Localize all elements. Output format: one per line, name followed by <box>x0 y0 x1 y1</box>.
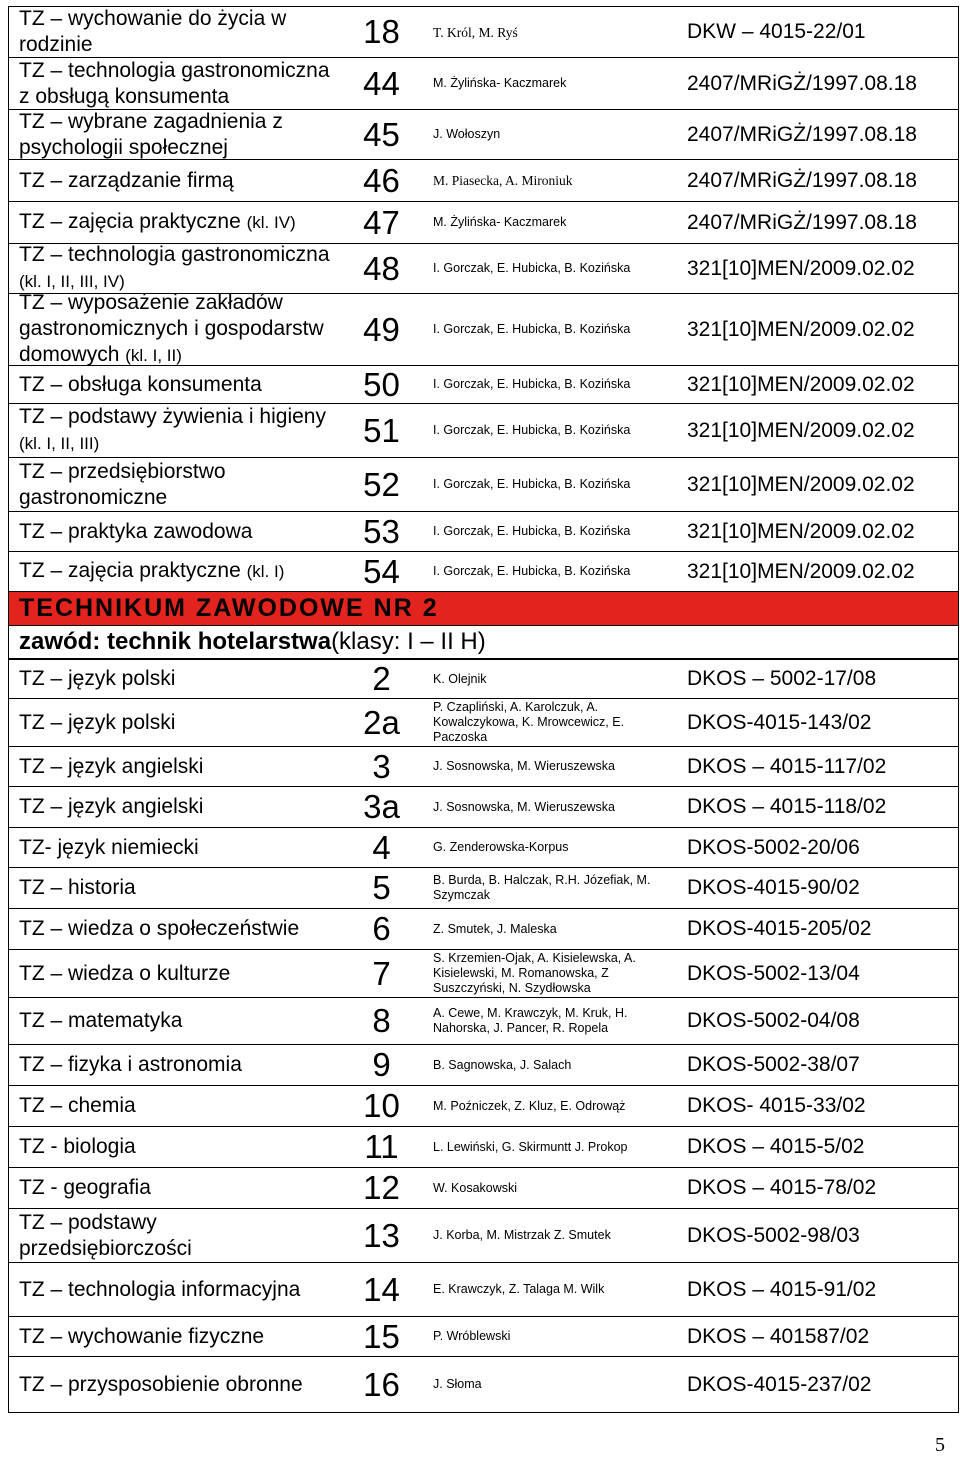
table-row <box>9 1263 958 1317</box>
subject-text: TZ – matematyka <box>19 1009 183 1032</box>
authors-cell: J. Sosnowska, M. Wieruszewska <box>433 759 615 773</box>
subject-cell <box>9 1093 334 1119</box>
approval-code: DKOS-5002-38/07 <box>687 1053 860 1076</box>
subject-cell <box>9 372 334 398</box>
authors-cell: K. Olejnik <box>433 671 487 686</box>
table-row <box>9 1209 958 1263</box>
approval-code: 2407/MRiGŻ/1997.08.18 <box>687 210 917 234</box>
authors-cell: B. Burda, B. Halczak, R.H. Józefiak, M. Szymczak <box>433 873 651 902</box>
subject-text: TZ – przedsiębiorstwo gastronomiczne <box>19 459 226 509</box>
authors-cell: I. Gorczak, E. Hubicka, B. Kozińska <box>433 322 631 336</box>
table-row <box>9 404 958 458</box>
textbook-number: 14 <box>363 1270 400 1308</box>
approval-code: DKW – 4015-22/01 <box>687 20 866 43</box>
approval-code: DKOS-4015-143/02 <box>687 710 872 734</box>
subject-cell <box>9 459 334 511</box>
approval-code: 321[10]MEN/2009.02.02 <box>687 559 915 583</box>
authors-cell: P. Czapliński, A. Karolczuk, A. Kowalczykowa, K. Mrowcewicz, E. Paczoska <box>433 700 625 744</box>
subject-classes: (kl. IV) <box>246 213 296 232</box>
subject-cell <box>9 290 334 369</box>
subject-text: TZ – wiedza o kulturze <box>19 961 231 985</box>
table-row <box>9 1086 958 1127</box>
subject-cell <box>9 209 334 236</box>
subject-text: TZ – język angielski <box>19 754 204 778</box>
table-row <box>9 1127 958 1168</box>
textbook-number: 7 <box>372 954 391 992</box>
table-row <box>9 512 958 552</box>
subject-cell <box>9 1052 334 1078</box>
approval-code: DKOS-4015-205/02 <box>687 917 872 940</box>
subject-text: TZ – język angielski <box>19 795 204 818</box>
subject-text: TZ – język polski <box>19 667 176 690</box>
subject-text: TZ – wiedza o społeczeństwie <box>19 917 300 940</box>
page-number: 5 <box>935 1434 945 1456</box>
approval-code: DKOS-5002-13/04 <box>687 961 860 985</box>
approval-code: 2407/MRiGŻ/1997.08.18 <box>687 71 917 95</box>
table-row <box>9 909 958 950</box>
top-rows <box>9 6 958 592</box>
approval-code: 2407/MRiGŻ/1997.08.18 <box>687 168 917 192</box>
table-row <box>9 291 958 366</box>
authors-cell: S. Krzemien-Ojak, A. Kisielewska, A. Kisielewski, M. Romanowska, Z Suszczyński, N. Szydłowska <box>433 951 636 995</box>
approval-code: DKOS-4015-237/02 <box>687 1372 872 1396</box>
subject-text: TZ – wybrane zagadnienia z psychologii społecznej <box>19 109 283 159</box>
authors-cell: I. Gorczak, E. Hubicka, B. Kozińska <box>433 524 631 538</box>
subject-cell <box>9 916 334 942</box>
textbook-number: 13 <box>363 1216 400 1254</box>
textbook-number: 10 <box>363 1087 400 1124</box>
subject-text: TZ – podstawy żywienia i higieny <box>19 405 326 428</box>
approval-code: DKOS – 4015-118/02 <box>687 795 887 818</box>
approval-code: 321[10]MEN/2009.02.02 <box>687 372 915 396</box>
subject-cell <box>9 1134 334 1160</box>
textbook-number: 48 <box>363 249 400 287</box>
authors-cell: A. Cewe, M. Krawczyk, M. Kruk, H. Nahorska, J. Pancer, R. Ropela <box>433 1006 628 1035</box>
occupation-line <box>9 626 958 659</box>
table-row <box>9 1317 958 1357</box>
approval-code: DKOS-5002-98/03 <box>687 1223 860 1247</box>
approval-code: DKOS – 401587/02 <box>687 1324 870 1348</box>
textbook-number: 9 <box>372 1046 391 1083</box>
authors-cell: T. Król, M. Ryś <box>433 24 518 40</box>
approval-code: 321[10]MEN/2009.02.02 <box>687 472 915 496</box>
subject-cell <box>9 519 334 545</box>
subject-cell <box>9 1175 334 1201</box>
subject-cell <box>9 754 334 780</box>
approval-code: 321[10]MEN/2009.02.02 <box>687 256 915 280</box>
subject-cell <box>9 6 334 58</box>
authors-cell: J. Korba, M. Mistrzak Z. Smutek <box>433 1228 611 1242</box>
textbook-number: 5 <box>372 869 391 906</box>
table-row <box>9 202 958 244</box>
textbook-number: 50 <box>363 365 400 403</box>
subject-cell <box>9 1008 334 1034</box>
subject-text: TZ – przysposobienie obronne <box>19 1372 303 1396</box>
section-title: TECHNIKUM ZAWODOWE NR 2 <box>9 592 958 626</box>
authors-cell: J. Wołoszyn <box>433 127 501 141</box>
authors-cell: P. Wróblewski <box>433 1329 511 1343</box>
authors-cell: M. Żylińska- Kaczmarek <box>433 215 567 229</box>
authors-cell: I. Gorczak, E. Hubicka, B. Kozińska <box>433 477 631 491</box>
authors-cell: Z. Smutek, J. Maleska <box>433 921 557 936</box>
subject-text: TZ – fizyka i astronomia <box>19 1053 242 1076</box>
textbook-number: 47 <box>363 203 400 241</box>
textbook-number: 2a <box>363 703 400 741</box>
subject-cell <box>9 58 334 110</box>
subject-cell <box>9 710 334 736</box>
authors-cell: M. Poźniczek, Z. Kluz, E. Odrowąż <box>433 1098 626 1113</box>
table-row <box>9 58 958 110</box>
approval-code: DKOS-5002-04/08 <box>687 1009 860 1032</box>
textbook-number: 46 <box>363 161 400 199</box>
table-row <box>9 366 958 404</box>
subject-cell <box>9 1324 334 1350</box>
subject-text: TZ – wyposażenie zakładów gastronomicznych i gospodarstw domowych <box>19 291 324 366</box>
table-row <box>9 828 958 868</box>
textbook-number: 12 <box>363 1169 400 1206</box>
subject-text: TZ- język niemiecki <box>19 835 199 859</box>
authors-cell: G. Zenderowska-Korpus <box>433 840 569 854</box>
subject-text: TZ – praktyka zawodowa <box>19 519 253 543</box>
textbook-number: 44 <box>363 64 400 102</box>
table-row <box>9 458 958 512</box>
table-row <box>9 787 958 828</box>
subject-classes: (kl. I, II) <box>125 346 182 365</box>
textbook-number: 18 <box>363 13 400 50</box>
occupation-label: zawód: technik hotelarstwa <box>19 628 332 655</box>
occupation-classes: (klasy: I – II H) <box>331 628 486 655</box>
approval-code: DKOS – 4015-78/02 <box>687 1176 877 1199</box>
subject-cell <box>9 875 334 901</box>
subject-text: TZ – zarządzanie firmą <box>19 168 234 192</box>
subject-text: TZ – język polski <box>19 710 176 734</box>
approval-code: 2407/MRiGŻ/1997.08.18 <box>687 122 917 146</box>
table-row <box>9 1357 958 1413</box>
table-row <box>9 868 958 909</box>
approval-code: DKOS-5002-20/06 <box>687 835 860 859</box>
authors-cell: L. Lewiński, G. Skirmuntt J. Prokop <box>433 1139 628 1154</box>
authors-cell: I. Gorczak, E. Hubicka, B. Kozińska <box>433 423 631 437</box>
table-row <box>9 699 958 747</box>
subject-text: TZ – wychowanie fizyczne <box>19 1324 265 1348</box>
textbook-number: 54 <box>363 552 400 590</box>
table-row <box>9 747 958 787</box>
textbook-number: 52 <box>363 465 400 503</box>
textbook-number: 11 <box>364 1128 399 1165</box>
subject-cell <box>9 794 334 820</box>
subject-cell <box>9 404 334 457</box>
subject-cell <box>9 961 334 987</box>
table-row <box>9 1045 958 1086</box>
subject-text: TZ – zajęcia praktyczne <box>19 210 241 233</box>
textbook-number: 6 <box>372 910 391 947</box>
textbook-number: 4 <box>372 828 391 866</box>
subject-text: TZ – podstawy przedsiębiorczości <box>19 1210 192 1260</box>
table-row <box>9 6 958 58</box>
approval-code: 321[10]MEN/2009.02.02 <box>687 418 915 442</box>
table-row <box>9 552 958 592</box>
subject-cell <box>9 1372 334 1398</box>
table-row <box>9 244 958 294</box>
textbook-number: 3a <box>363 788 400 825</box>
authors-cell: E. Krawczyk, Z. Talaga M. Wilk <box>433 1282 605 1296</box>
textbook-number: 45 <box>363 115 400 153</box>
approval-code: DKOS- 4015-33/02 <box>687 1094 866 1117</box>
authors-cell: I. Gorczak, E. Hubicka, B. Kozińska <box>433 261 631 275</box>
subject-text: TZ - biologia <box>19 1135 136 1158</box>
approval-code: 321[10]MEN/2009.02.02 <box>687 317 915 341</box>
table-row <box>9 1168 958 1209</box>
subject-text: TZ – technologia gastronomiczna <box>19 243 330 266</box>
table-row <box>9 659 958 699</box>
textbook-number: 8 <box>372 1002 391 1039</box>
subject-cell <box>9 109 334 161</box>
table-row <box>9 950 958 998</box>
authors-cell: I. Gorczak, E. Hubicka, B. Kozińska <box>433 564 631 578</box>
textbook-number: 53 <box>363 512 400 550</box>
textbook-number: 49 <box>363 310 400 348</box>
subject-classes: (kl. I) <box>246 562 285 581</box>
textbook-number: 16 <box>363 1365 400 1403</box>
approval-code: DKOS – 4015-91/02 <box>687 1277 877 1301</box>
subject-cell <box>9 558 334 585</box>
subject-cell <box>9 666 334 692</box>
subject-text: TZ – technologia informacyjna <box>19 1277 301 1301</box>
authors-cell: J. Słoma <box>433 1377 482 1391</box>
approval-code: DKOS – 4015-117/02 <box>687 754 887 778</box>
table-row <box>9 160 958 202</box>
table-row <box>9 998 958 1045</box>
authors-cell: W. Kosakowski <box>433 1180 518 1195</box>
subject-text: TZ – chemia <box>19 1094 136 1117</box>
bottom-rows <box>9 659 958 1413</box>
table-row <box>9 110 958 160</box>
subject-cell <box>9 1277 334 1303</box>
authors-cell: J. Sosnowska, M. Wieruszewska <box>433 799 615 814</box>
subject-text: TZ – technologia gastronomiczna z obsługą konsumenta <box>19 58 330 108</box>
subject-cell <box>9 1210 334 1262</box>
subject-cell <box>9 168 334 194</box>
subject-text: TZ – historia <box>19 876 136 899</box>
subject-text: TZ – zajęcia praktyczne <box>19 559 241 582</box>
textbook-number: 3 <box>372 747 391 785</box>
authors-cell: M. Żylińska- Kaczmarek <box>433 76 567 90</box>
textbook-number: 51 <box>363 411 400 449</box>
approval-code: DKOS – 5002-17/08 <box>687 667 877 690</box>
subject-cell <box>9 242 334 295</box>
authors-cell: I. Gorczak, E. Hubicka, B. Kozińska <box>433 377 631 391</box>
textbook-table <box>8 6 959 1413</box>
textbook-number: 2 <box>372 660 391 697</box>
approval-code: DKOS – 4015-5/02 <box>687 1135 865 1158</box>
subject-classes: (kl. I, II, III) <box>19 434 100 453</box>
subject-text: TZ - geografia <box>19 1176 151 1199</box>
authors-cell: B. Sagnowska, J. Salach <box>433 1057 572 1072</box>
authors-cell: M. Piasecka, A. Mironiuk <box>433 173 573 188</box>
approval-code: DKOS-4015-90/02 <box>687 876 860 899</box>
textbook-number: 15 <box>363 1317 400 1355</box>
subject-text: TZ – obsługa konsumenta <box>19 372 262 396</box>
subject-text: TZ – wychowanie do życia w rodzinie <box>19 7 287 56</box>
subject-cell <box>9 835 334 861</box>
subject-classes: (kl. I, II, III, IV) <box>19 272 125 291</box>
approval-code: 321[10]MEN/2009.02.02 <box>687 519 915 543</box>
